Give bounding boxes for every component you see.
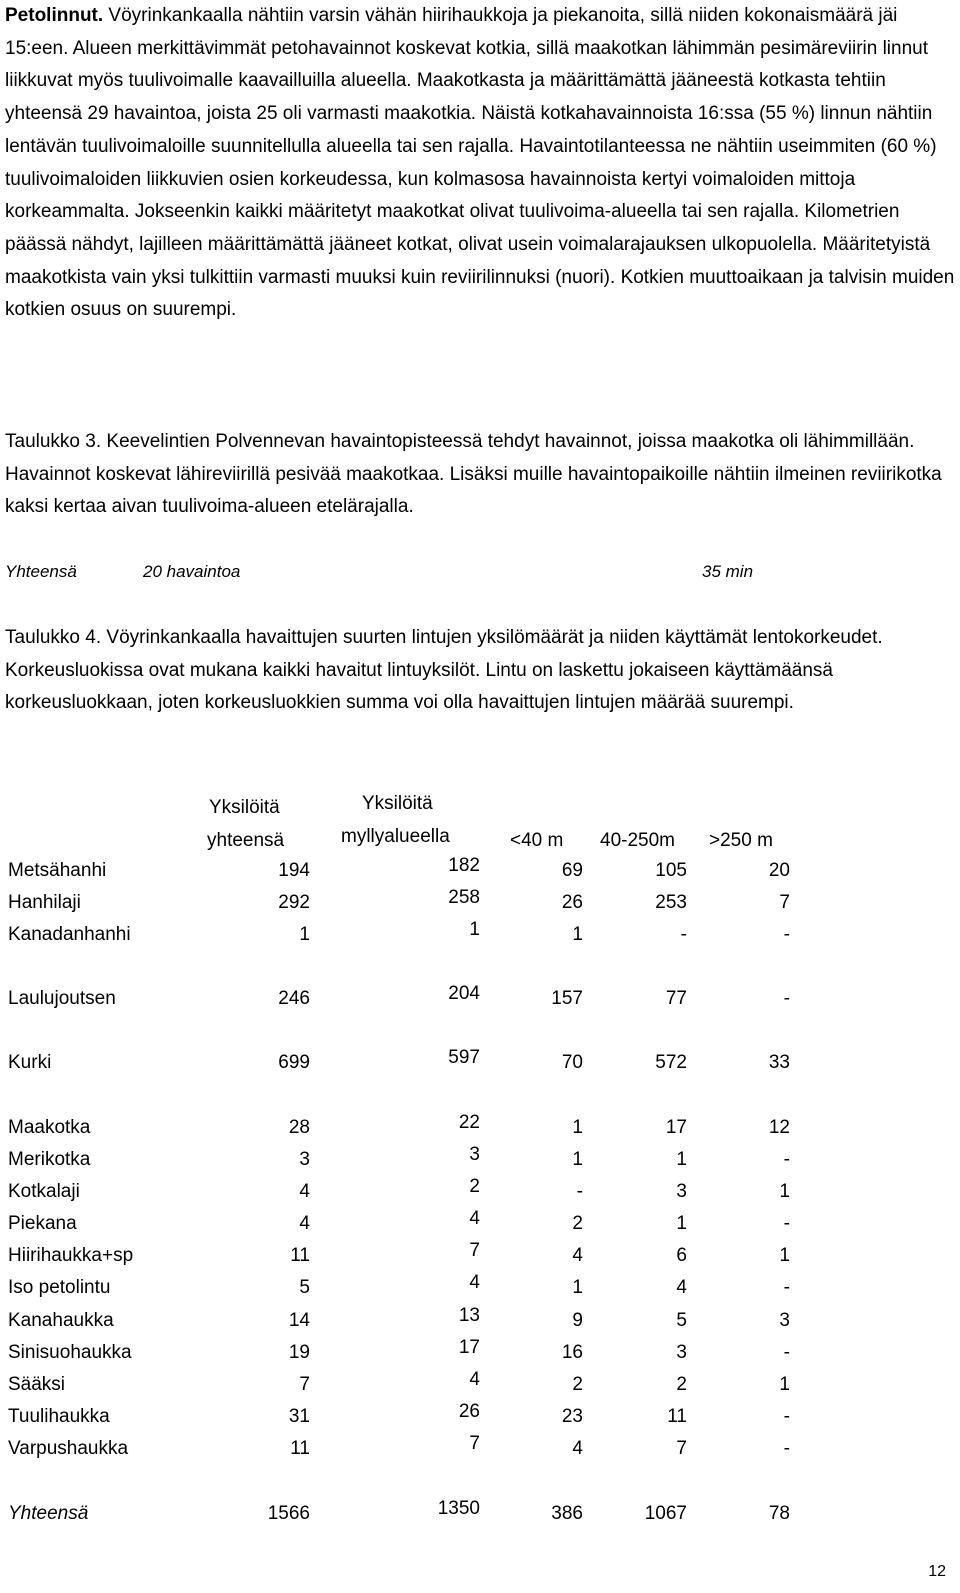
cell-mid: 17	[665, 1117, 687, 1138]
cell-area: 2	[469, 1176, 480, 1197]
cell-high: 12	[768, 1117, 790, 1138]
header-area-line2: myllyalueella	[341, 826, 450, 847]
cell-name: Yhteensä	[8, 1503, 89, 1524]
table-total-row	[0, 1498, 960, 1533]
cell-area: 4	[469, 1272, 480, 1293]
cell-low: 1	[572, 1117, 583, 1138]
cell-high: -	[783, 1342, 790, 1363]
cell-high: -	[783, 1213, 790, 1234]
table-row	[0, 1112, 960, 1147]
cell-total: 28	[288, 1117, 310, 1138]
cell-total: 1566	[267, 1503, 310, 1524]
cell-high: -	[783, 988, 790, 1009]
cell-low: 23	[561, 1406, 583, 1427]
cell-low: 26	[561, 892, 583, 913]
cell-low: 1	[572, 924, 583, 945]
paragraph-birds-of-prey	[5, 0, 955, 327]
cell-low: 4	[572, 1245, 583, 1266]
cell-total: 14	[288, 1310, 310, 1331]
table3-caption: Taulukko 3. Keevelintien Polvennevan havaintopisteessä tehdyt havainnot, joissa maakotka oli lähimmillään. Havainnot koskevat lähireviirillä pesivää maakotkaa. Lisäksi muille havaintopaikoille nähtiin ilmeinen reviirikotka kaksi kertaa aivan tuulivoima-alueen etelärajalla.	[5, 431, 942, 518]
cell-area: 4	[469, 1208, 480, 1229]
cell-low: 69	[561, 860, 583, 881]
cell-mid: 7	[676, 1438, 687, 1459]
paragraph-lead: Petolinnut.	[5, 5, 104, 26]
cell-area: 182	[448, 855, 480, 876]
cell-mid: 5	[676, 1310, 687, 1331]
cell-mid: 3	[676, 1342, 687, 1363]
header-area-line1: Yksilöitä	[362, 793, 433, 814]
cell-high: -	[783, 1149, 790, 1170]
cell-low: 1	[572, 1277, 583, 1298]
cell-low: 386	[551, 1503, 583, 1524]
cell-name: Hiirihaukka+sp	[8, 1245, 134, 1266]
page-number: 12	[928, 1563, 946, 1580]
cell-area: 1	[469, 919, 480, 940]
cell-high: -	[783, 1277, 790, 1298]
cell-mid: 253	[655, 892, 687, 913]
cell-name: Varpushaukka	[8, 1438, 129, 1459]
cell-mid: 2	[676, 1374, 687, 1395]
cell-area: 17	[458, 1337, 480, 1358]
cell-low: 157	[551, 988, 583, 1009]
table-row	[0, 887, 960, 922]
cell-low: 2	[572, 1213, 583, 1234]
cell-mid: 1	[676, 1149, 687, 1170]
cell-total: 4	[299, 1181, 310, 1202]
table-row	[0, 1144, 960, 1179]
cell-low: -	[576, 1181, 583, 1202]
cell-name: Merikotka	[8, 1149, 91, 1170]
table3-total-label: Yhteensä	[5, 562, 77, 581]
cell-area: 4	[469, 1369, 480, 1390]
cell-high: 1	[779, 1245, 790, 1266]
table-row	[0, 1047, 960, 1082]
cell-area: 597	[448, 1047, 480, 1068]
table-row	[0, 1240, 960, 1275]
cell-mid: 1067	[644, 1503, 687, 1524]
cell-area: 7	[469, 1240, 480, 1261]
cell-high: -	[783, 924, 790, 945]
header-high: >250 m	[709, 830, 773, 851]
cell-total: 292	[278, 892, 310, 913]
cell-name: Kurki	[8, 1052, 52, 1073]
cell-name: Metsähanhi	[8, 860, 107, 881]
cell-low: 70	[561, 1052, 583, 1073]
cell-total: 7	[299, 1374, 310, 1395]
cell-mid: 1	[676, 1213, 687, 1234]
header-low: <40 m	[510, 830, 564, 851]
cell-mid: 6	[676, 1245, 687, 1266]
cell-low: 2	[572, 1374, 583, 1395]
cell-total: 11	[290, 1438, 310, 1459]
cell-area: 258	[448, 887, 480, 908]
cell-high: -	[783, 1438, 790, 1459]
cell-mid: 572	[655, 1052, 687, 1073]
cell-total: 3	[299, 1149, 310, 1170]
cell-high: -	[783, 1406, 790, 1427]
header-mid: 40-250m	[600, 830, 675, 851]
cell-total: 246	[278, 988, 310, 1009]
cell-low: 16	[561, 1342, 583, 1363]
cell-name: Kotkalaji	[8, 1181, 80, 1202]
paragraph-body: Vöyrinkankaalla nähtiin varsin vähän hiirihaukkoja ja piekanoita, sillä niiden kokonaismäärä jäi 15:een. Alueen merkittävimmät petohavainnot koskevat kotkia, sillä maakotkan lähimmän pesimäreviirin linnut liikkuvat myös tuulivoimalle kaavailluilla alueella. Maakotkasta ja määrittämättä jääneestä kotkasta tehtiin yhteensä 29 havaintoa, joista 25 oli varmasti maakotkia. Näistä kotkahavainnoista 16:ssa (55 %) linnun nähtiin lentävän tuulivoimaloille suunnitellulla alueella tai sen rajalla. Havaintotilanteessa ne nähtiin useimmiten (60 %) tuulivoimaloiden liikkuvien osien korkeudessa, kun kolmasosa havainnoista kertyi voimaloiden mittoja korkeammalta. Jokseenkin kaikki määritetyt maakotkat olivat tuulivoima-alueella tai sen rajalla. Kilometrien päässä nähdyt, lajilleen määrittämättä jääneet kotkat, olivat usein voimalarajauksen ulkopuolella. Määritetyistä maakotkista vain yksi tulkittiin varmasti muuksi kuin reviirilinnuksi (nuori). Kotkien muuttoaikaan ja talvisin muiden kotkien osuus on suurempi.	[5, 5, 955, 321]
table-row	[0, 1401, 960, 1436]
cell-total: 1	[299, 924, 310, 945]
cell-total: 4	[299, 1213, 310, 1234]
cell-mid: 4	[676, 1277, 687, 1298]
table4-caption: Taulukko 4. Vöyrinkankaalla havaittujen suurten lintujen yksilömäärät ja niiden käyttämät lentokorkeudet. Korkeusluokissa ovat mukana kaikki havaitut lintuyksilöt. Lintu on laskettu jokaiseen käyttämäänsä korkeusluokkaan, joten korkeusluokkien summa voi olla havaittujen lintujen määrää suurempi.	[5, 627, 883, 714]
table-row	[0, 1208, 960, 1243]
cell-name: Kanadanhanhi	[8, 924, 131, 945]
header-total-line2: yhteensä	[207, 830, 285, 851]
table-row	[0, 1337, 960, 1372]
cell-high: 3	[779, 1310, 790, 1331]
cell-low: 9	[572, 1310, 583, 1331]
cell-low: 4	[572, 1438, 583, 1459]
cell-total: 5	[299, 1277, 310, 1298]
table-row	[0, 1305, 960, 1340]
table3-total-time: 35 min	[702, 562, 754, 581]
table-row	[0, 1433, 960, 1468]
cell-low: 1	[572, 1149, 583, 1170]
cell-name: Kanahaukka	[8, 1310, 114, 1331]
cell-high: 33	[768, 1052, 790, 1073]
cell-area: 1350	[437, 1498, 480, 1519]
cell-mid: 11	[667, 1406, 687, 1427]
cell-name: Sinisuohaukka	[8, 1342, 132, 1363]
cell-name: Iso petolintu	[8, 1277, 111, 1298]
cell-high: 1	[779, 1181, 790, 1202]
cell-mid: 105	[655, 860, 687, 881]
cell-area: 7	[469, 1433, 480, 1454]
cell-name: Sääksi	[8, 1374, 66, 1395]
cell-high: 20	[768, 860, 790, 881]
cell-mid: -	[680, 924, 687, 945]
cell-name: Laulujoutsen	[8, 988, 116, 1009]
cell-name: Tuulihaukka	[8, 1406, 110, 1427]
cell-mid: 3	[676, 1181, 687, 1202]
cell-name: Hanhilaji	[8, 892, 81, 913]
table-row	[0, 983, 960, 1018]
cell-high: 1	[779, 1374, 790, 1395]
cell-total: 194	[278, 860, 310, 881]
table-row	[0, 1369, 960, 1404]
table-row	[0, 919, 960, 954]
table-row	[0, 1176, 960, 1211]
cell-high: 7	[779, 892, 790, 913]
cell-area: 26	[458, 1401, 480, 1422]
cell-area: 204	[448, 983, 480, 1004]
table-row	[0, 855, 960, 890]
table-row	[0, 1272, 960, 1307]
cell-total: 699	[278, 1052, 310, 1073]
cell-name: Piekana	[8, 1213, 77, 1234]
table3-total-observations: 20 havaintoa	[143, 562, 241, 581]
cell-area: 3	[469, 1144, 480, 1165]
cell-total: 31	[288, 1406, 310, 1427]
cell-high: 78	[768, 1503, 790, 1524]
cell-area: 22	[458, 1112, 480, 1133]
cell-total: 11	[290, 1245, 310, 1266]
cell-area: 13	[458, 1305, 480, 1326]
cell-mid: 77	[665, 988, 687, 1009]
cell-name: Maakotka	[8, 1117, 91, 1138]
header-total-line1: Yksilöitä	[209, 797, 280, 818]
cell-total: 19	[288, 1342, 310, 1363]
